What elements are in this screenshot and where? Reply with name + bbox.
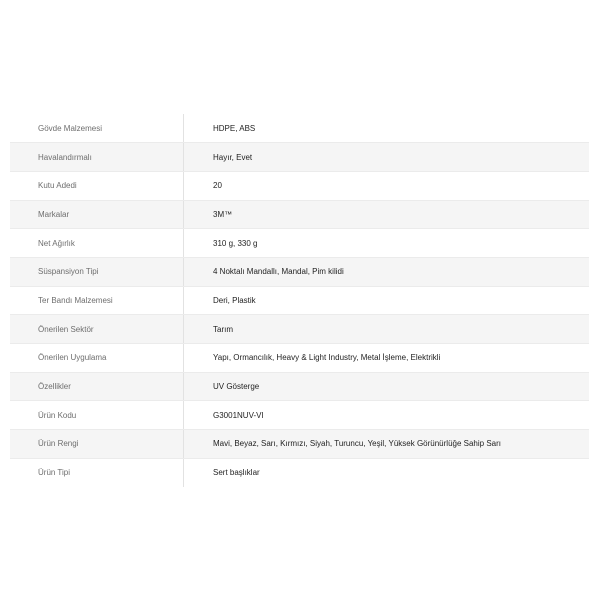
spec-row-body-material — [10, 114, 589, 143]
spec-label: Süspansiyon Tipi — [10, 257, 184, 286]
spec-label: Ter Bandı Malzemesi — [10, 286, 184, 315]
spec-value: Hayır, Evet — [184, 143, 590, 172]
spec-row-ventilated — [10, 143, 589, 172]
spec-value: 4 Noktalı Mandallı, Mandal, Pim kilidi — [184, 257, 590, 286]
spec-row-product-color — [10, 430, 589, 459]
spec-value: G3001NUV-VI — [184, 401, 590, 430]
product-spec-table — [10, 114, 589, 487]
spec-label: Ürün Tipi — [10, 458, 184, 487]
spec-row-product-type — [10, 458, 589, 487]
spec-value: 310 g, 330 g — [184, 229, 590, 258]
spec-label: Havalandırmalı — [10, 143, 184, 172]
spec-label: Net Ağırlık — [10, 229, 184, 258]
spec-value: 20 — [184, 171, 590, 200]
spec-label: Özellikler — [10, 372, 184, 401]
spec-row-features — [10, 372, 589, 401]
spec-row-recommended-sector — [10, 315, 589, 344]
spec-row-box-quantity — [10, 171, 589, 200]
spec-value: Deri, Plastik — [184, 286, 590, 315]
spec-row-recommended-application — [10, 344, 589, 373]
spec-value: UV Gösterge — [184, 372, 590, 401]
spec-row-suspension-type — [10, 257, 589, 286]
spec-row-sweatband-material — [10, 286, 589, 315]
spec-label: Önerilen Uygulama — [10, 344, 184, 373]
spec-label: Gövde Malzemesi — [10, 114, 184, 143]
spec-value: HDPE, ABS — [184, 114, 590, 143]
spec-value: 3M™ — [184, 200, 590, 229]
spec-value: Mavi, Beyaz, Sarı, Kırmızı, Siyah, Turuncu, Yeşil, Yüksek Görünürlüğe Sahip Sarı — [184, 430, 590, 459]
spec-value: Tarım — [184, 315, 590, 344]
spec-label: Önerilen Sektör — [10, 315, 184, 344]
spec-value: Yapı, Ormancılık, Heavy & Light Industry, Metal İşleme, Elektrikli — [184, 344, 590, 373]
spec-label: Ürün Kodu — [10, 401, 184, 430]
spec-value: Sert başlıklar — [213, 468, 260, 478]
spec-row-product-code — [10, 401, 589, 430]
spec-label: Ürün Rengi — [10, 430, 184, 459]
spec-label: Kutu Adedi — [10, 171, 184, 200]
spec-label: Markalar — [10, 200, 184, 229]
spec-row-brands — [10, 200, 589, 229]
spec-row-net-weight — [10, 229, 589, 258]
